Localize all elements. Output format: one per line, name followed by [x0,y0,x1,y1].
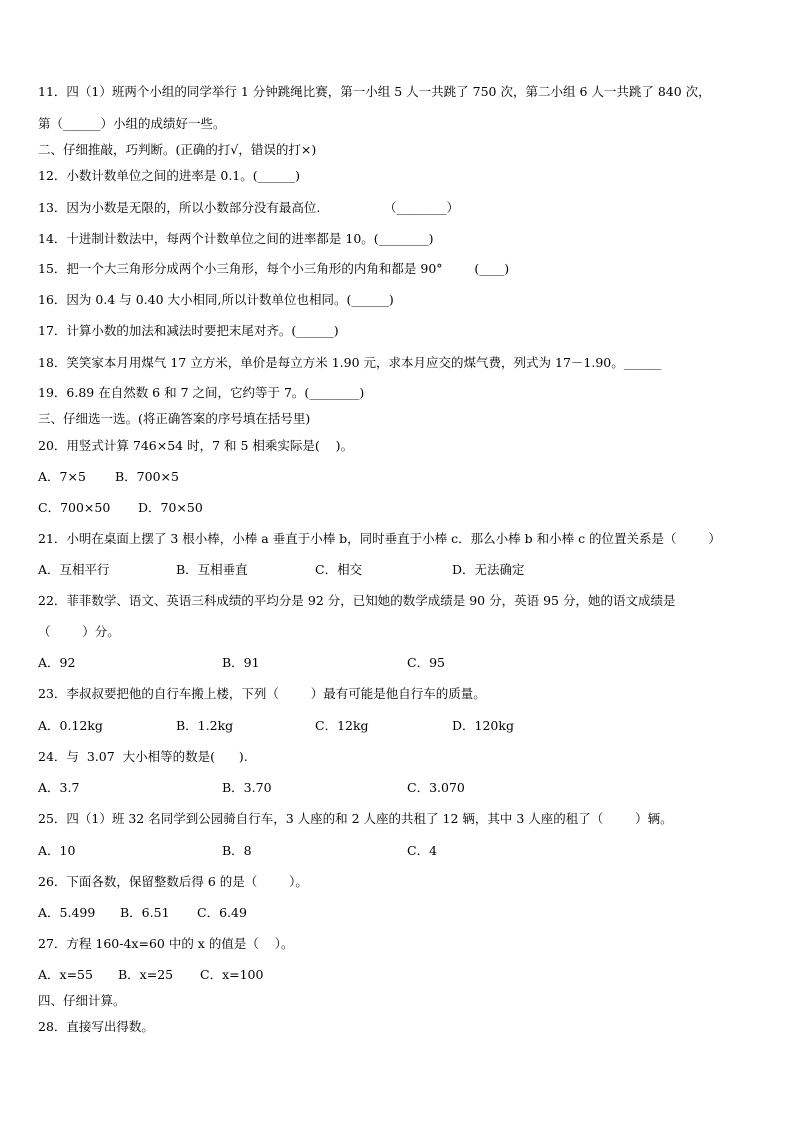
option-a: A．3.7 [38,780,80,795]
option-d: D．70×50 [138,500,203,515]
option-d: D．120kg [452,718,514,733]
q23-stem: 23．李叔叔要把他的自行车搬上楼，下列（ ）最有可能是他自行车的质量。 [38,686,486,701]
option-a: A．互相平行 [38,562,110,577]
option-c: C．6.49 [197,905,247,920]
option-b: B．3.70 [222,780,272,795]
section-4-heading: 四、仔细计算。 [38,993,126,1008]
option-a: A．92 [38,655,76,670]
option-b: B．x=25 [118,967,174,982]
q11-line2: 第（______）小组的成绩好一些。 [38,116,226,131]
option-a: A．7×5 [38,469,86,484]
q27-stem: 27．方程 160-4x=60 中的 x 的值是（ ）。 [38,936,294,951]
option-b: B．91 [222,655,260,670]
q22-stem-line1: 22．菲菲数学、语文、英语三科成绩的平均分是 92 分，已知她的数学成绩是 90 分，英语 95 分，她的语文成绩是 [38,593,676,608]
question-18: 18．笑笑家本月用煤气 17 立方米，单价是每立方米 1.90 元，求本月应交的煤气费，列式为 17－1.90。______ [38,355,662,370]
question-17: 17．计算小数的加法和减法时要把末尾对齐。(______) [38,323,339,338]
q24-stem: 24．与 3.07 大小相等的数是( ). [38,749,248,764]
option-d: D．无法确定 [452,562,525,577]
q21-stem: 21．小明在桌面上摆了 3 根小棒，小棒 a 垂直于小棒 b，同时垂直于小棒 c．那么小棒 b 和小棒 c 的位置关系是（ ） [38,531,721,546]
option-c: C．700×50 [38,500,111,515]
option-c: C．x=100 [200,967,264,982]
q22-stem-line2: （ ）分。 [38,624,120,639]
question-13: 13．因为小数是无限的，所以小数部分没有最高位. （________） [38,200,459,215]
option-b: B．700×5 [115,469,179,484]
option-c: C．相交 [315,562,363,577]
option-c: C．4 [407,843,438,858]
question-19: 19．6.89 在自然数 6 和 7 之间，它约等于 7。(________) [38,385,365,400]
q25-stem: 25．四（1）班 32 名同学到公园骑自行车，3 人座的和 2 人座的共租了 12 辆，其中 3 人座的租了（ ）辆。 [38,811,673,826]
option-b: B．8 [222,843,252,858]
option-b: B．6.51 [120,905,170,920]
q26-stem: 26．下面各数，保留整数后得 6 的是（ ）。 [38,874,308,889]
question-12: 12．小数计数单位之间的进率是 0.1。(______) [38,168,301,183]
question-15: 15．把一个大三角形分成两个小三角形，每个小三角形的内角和都是 90° (____) [38,261,510,276]
option-c: C．3.070 [407,780,465,795]
option-b: B．互相垂直 [176,562,248,577]
option-a: A．5.499 [38,905,96,920]
option-a: A．x=55 [38,967,93,982]
section-2-heading: 二、仔细推敲，巧判断。(正确的打√，错误的打×) [38,142,317,157]
question-14: 14．十进制计数法中，每两个计数单位之间的进率都是 10。(________) [38,231,434,246]
q20-stem: 20．用竖式计算 746×54 时，7 和 5 相乘实际是( )。 [38,438,354,453]
option-c: C．95 [407,655,445,670]
option-a: A．10 [38,843,76,858]
question-16: 16．因为 0.4 与 0.40 大小相同,所以计数单位也相同。(______) [38,292,394,307]
section-3-heading: 三、仔细选一选。(将正确答案的序号填在括号里) [38,411,311,426]
option-b: B．1.2kg [176,718,234,733]
question-28: 28．直接写出得数。 [38,1019,154,1034]
q11-line1: 11．四（1）班两个小组的同学举行 1 分钟跳绳比赛，第一小组 5 人一共跳了 750 次，第二小组 6 人一共跳了 840 次， [38,84,711,99]
option-c: C．12kg [315,718,369,733]
option-a: A．0.12kg [38,718,103,733]
